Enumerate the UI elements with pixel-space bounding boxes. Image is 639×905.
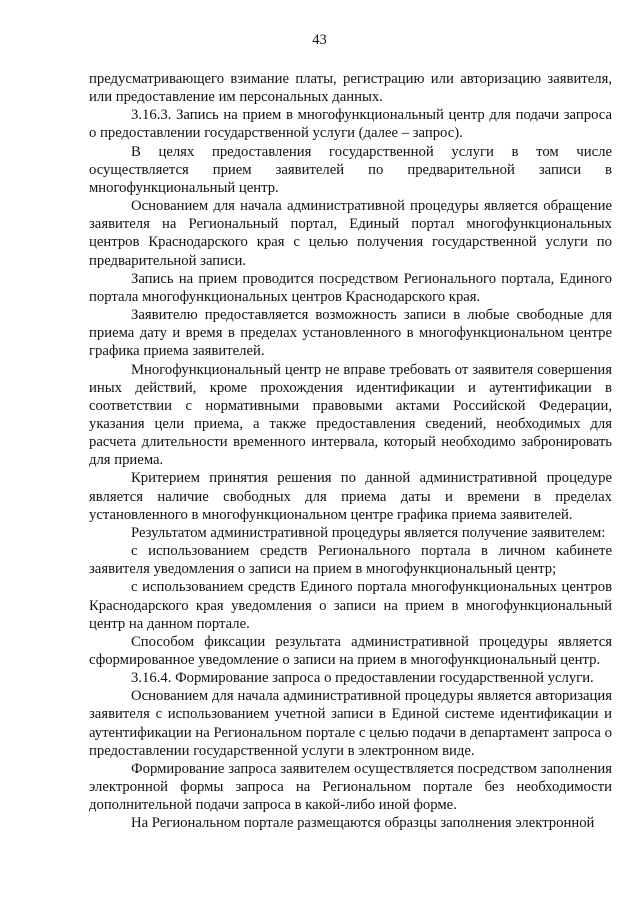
list-item: с использованием средств Регионального портала в личном кабинете заявителя уведомления о записи на прием в многофункциональный центр; — [89, 543, 612, 578]
paragraph: Способом фиксации результата административной процедуры является сформированное уведомление о записи на прием в многофункциональный центр. — [89, 633, 612, 668]
paragraph: Результатом административной процедуры является получение заявителем: — [131, 524, 606, 541]
paragraph: Формирование запроса заявителем осуществляется посредством заполнения электронной формы запроса на Региональном портале без необходимости дополнительной подачи запроса в какой-либо иной форме. — [89, 760, 612, 814]
paragraph: Заявителю предоставляется возможность записи в любые свободные для приема дату и время в пределах установленного в многофункциональном центре графика приема заявителей. — [89, 307, 612, 360]
paragraph-section-3-16-4: 3.16.4. Формирование запроса о предоставлении государственной услуги. — [131, 670, 594, 687]
paragraph-continuation: предусматривающего взимание платы, регистрацию или авторизацию заявителя, или предоставление им персональных данных. — [89, 71, 612, 106]
paragraph: Основанием для начала административной процедуры является обращение заявителя на Региональный портал, Единый портал многофункциональных центров Краснодарского края с целью получения государственной услуги по предварительной записи. — [89, 198, 612, 269]
body-text — [89, 70, 612, 833]
paragraph: Запись на прием проводится посредством Регионального портала, Единого портала многофункциональных центров Краснодарского края. — [89, 270, 612, 305]
paragraph-last: На Региональном портале размещаются образцы заполнения электронной — [131, 815, 595, 832]
paragraph: Критерием принятия решения по данной административной процедуре является наличие свободных для приема даты и времени в пределах установленного в многофункциональном центре графика приема заявителей. — [89, 470, 612, 523]
paragraph-section-3-16-3: 3.16.3. Запись на прием в многофункциональный центр для подачи запроса о предоставлении государственной услуги (далее – запрос). — [89, 107, 612, 142]
paragraph: В целях предоставления государственной услуги в том числе осуществляется прием заявителей по предварительной записи в многофункциональный центр. — [89, 143, 612, 196]
list-item: с использованием средств Единого портала многофункциональных центров Краснодарского края уведомления о записи на прием в многофункциональный центр на данном портале. — [89, 579, 612, 632]
page-number: 43 — [312, 32, 327, 48]
paragraph: Основанием для начала административной процедуры является авторизация заявителя с использованием учетной записи в Единой системе идентификации и аутентификации на Региональном портале с целью подачи в департамент запроса о предоставлении государственной услуги в электронном виде. — [89, 688, 612, 759]
paragraph: Многофункциональный центр не вправе требовать от заявителя совершения иных действий, кроме прохождения идентификации и аутентификации в соответствии с нормативными правовыми актами Российской Федерации, указания цели приема, а также предоставления сведений, необходимых для расчета длительности временного интервала, который необходимо забронировать для приема. — [89, 361, 612, 469]
